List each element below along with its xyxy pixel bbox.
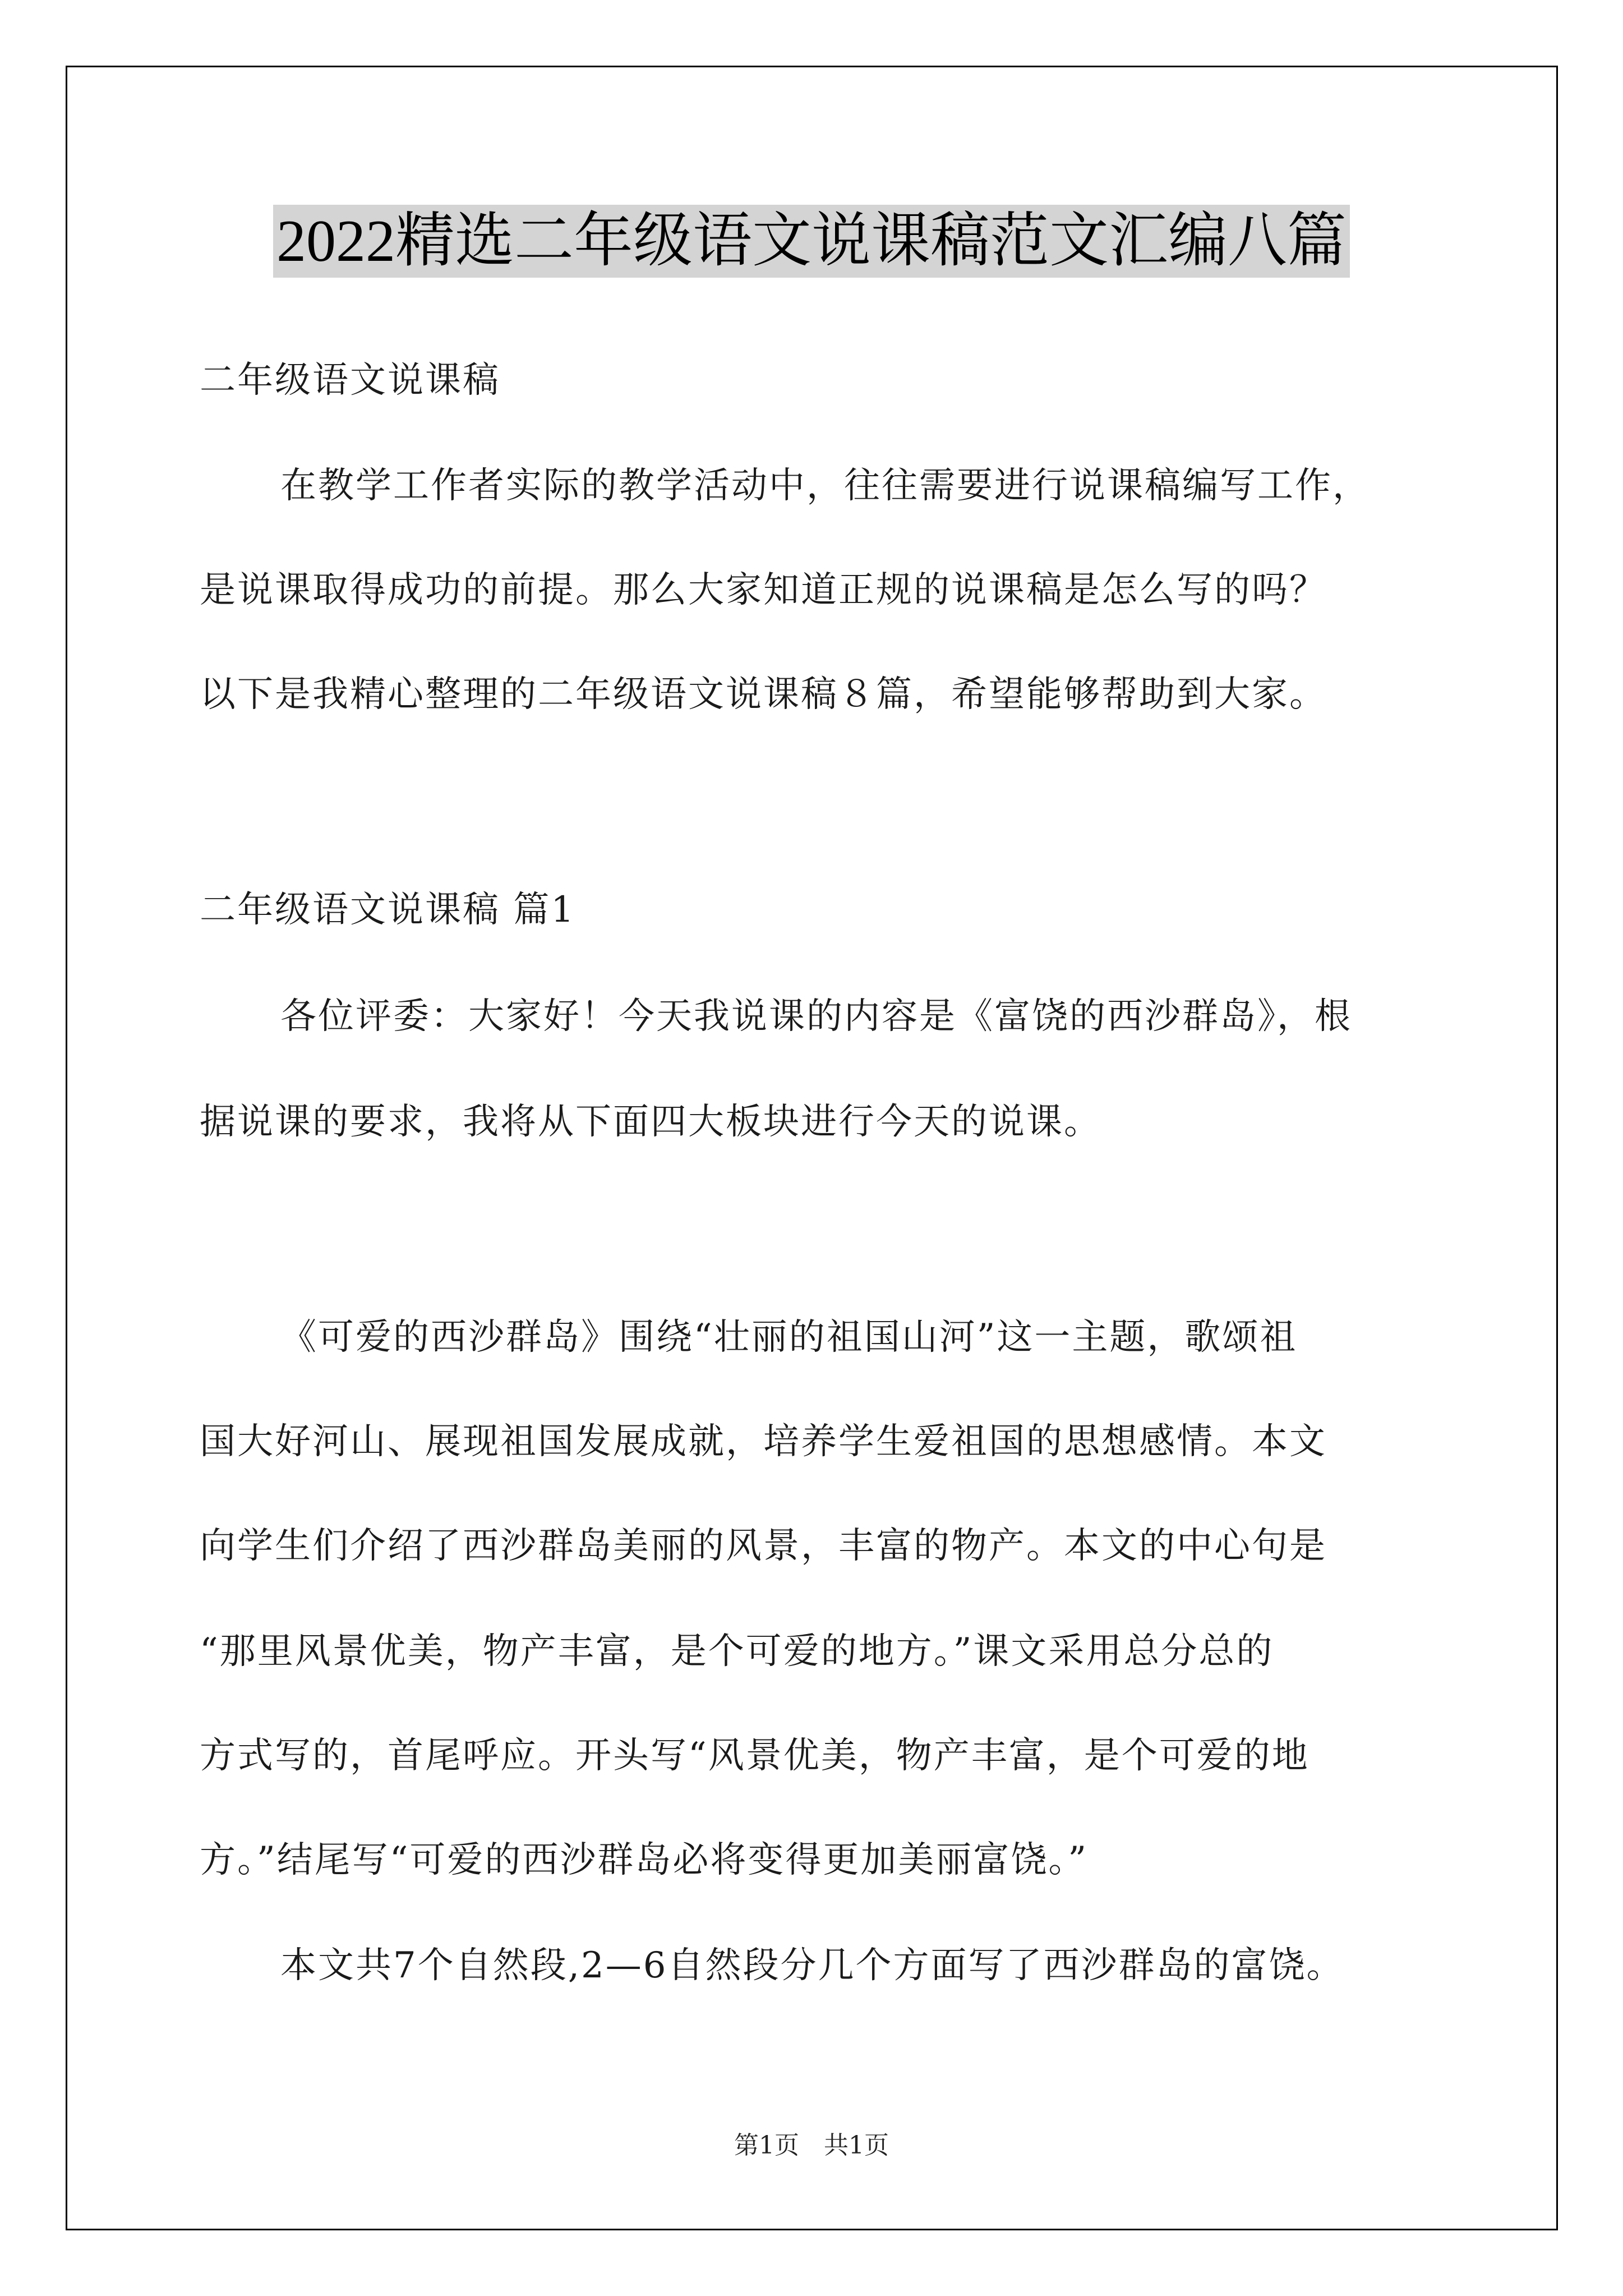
paragraph-line: “那里风景优美，物产丰富，是个可爱的地方。”课文采用总分总的 (200, 1631, 1274, 1672)
paragraph-line: 《可爱的西沙群岛》围绕“壮丽的祖国山河”这一主题，歌颂祖 (280, 1317, 1298, 1358)
paragraph-line: 以下是我精心整理的二年级语文说课稿８篇，希望能够帮助到大家。 (200, 674, 1327, 715)
paragraph-line: 在教学工作者实际的教学活动中，往往需要进行说课稿编写工作， (280, 465, 1370, 507)
paragraph-line: 是说课取得成功的前提。那么大家知道正规的说课稿是怎么写的吗？ (200, 569, 1327, 611)
paragraph-line: 各位评委：大家好！今天我说课的内容是《富饶的西沙群岛》，根 (280, 996, 1352, 1037)
section-heading: 二年级语文说课稿 (200, 360, 500, 401)
paragraph-line: 据说课的要求，我将从下面四大板块进行今天的说课。 (200, 1101, 1101, 1143)
title-container (0, 205, 1623, 278)
page-footer: 第1页 共1页 (734, 2131, 889, 2160)
section-heading: 二年级语文说课稿 篇1 (200, 889, 576, 931)
paragraph-line: 向学生们介绍了西沙群岛美丽的风景，丰富的物产。本文的中心句是 (200, 1525, 1327, 1567)
paragraph-line: 方。”结尾写“可爱的西沙群岛必将变得更加美丽富饶。” (200, 1839, 1089, 1881)
paragraph-line: 本文共7个自然段,2—6自然段分几个方面写了西沙群岛的富饶。 (280, 1945, 1344, 1986)
document-title: 2022精选二年级语文说课稿范文汇编八篇 (273, 205, 1350, 278)
paragraph-line: 方式写的，首尾呼应。开头写“风景优美，物产丰富，是个可爱的地 (200, 1735, 1310, 1777)
paragraph-line: 国大好河山、展现祖国发展成就，培养学生爱祖国的思想感情。本文 (200, 1421, 1327, 1462)
